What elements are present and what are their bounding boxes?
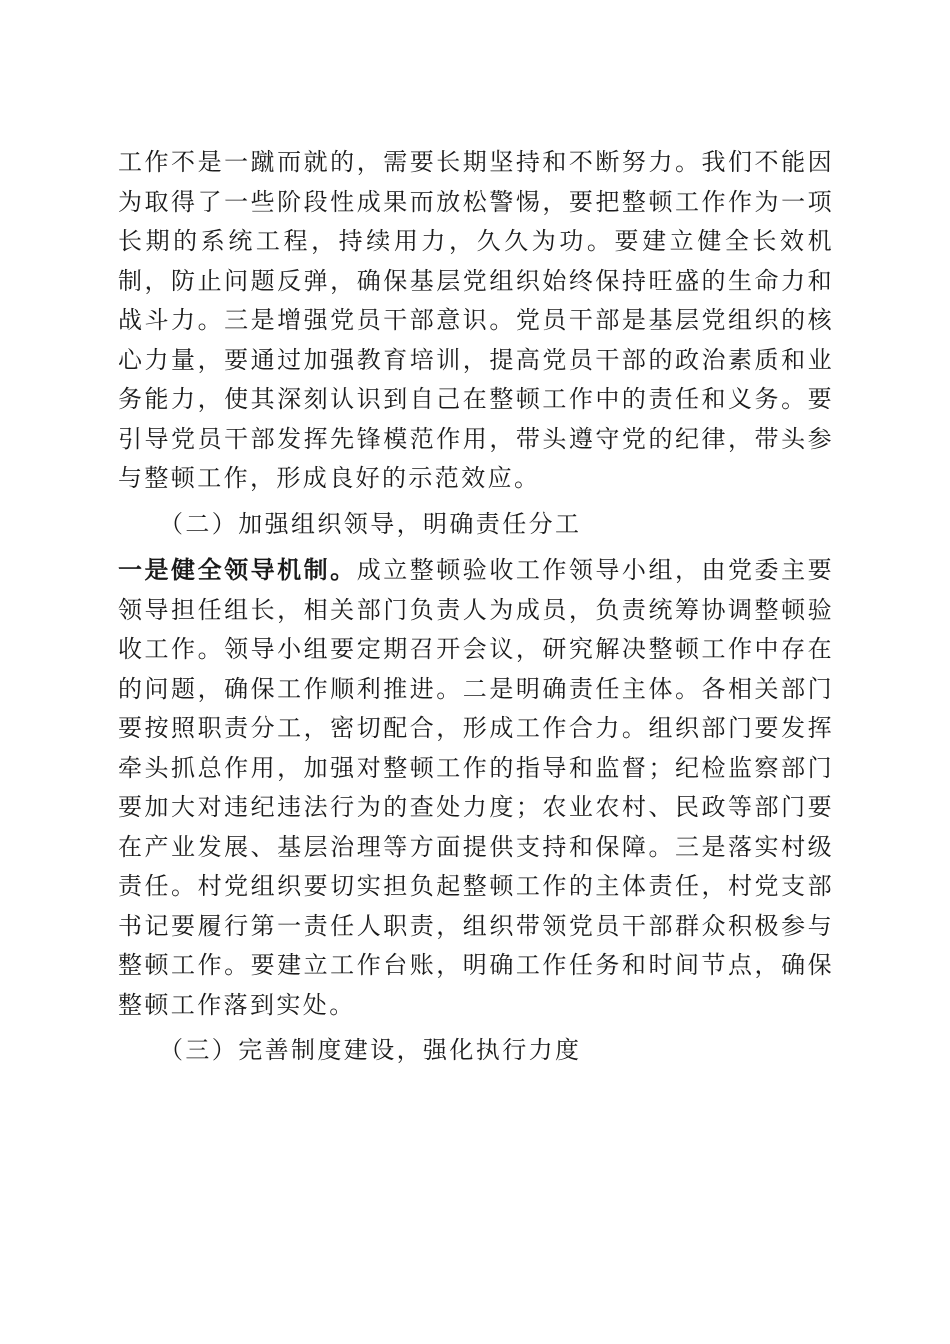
paragraph-text: 成立整顿验收工作领导小组，由党委主要领导担任组长，相关部门负责人为成员，负责统筹协调整顿验收工作。领导小组要定期召开会议，研究解决整顿工作中存在的问题，确保工作顺利推进。二是明确责任主体。各相关部门要按照职责分工，密切配合，形成工作合力。组织部门要发挥牵头抓总作用，加强对整顿工作的指导和监督；纪检监察部门要加大对违纪违法行为的查处力度；农业农村、民政等部门要在产业发展、基层治理等方面提供支持和保障。三是落实村级责任。村党组织要切实担负起整顿工作的主体责任，村党支部书记要履行第一责任人职责，组织带领党员干部群众积极参与整顿工作。要建立工作台账，明确工作任务和时间节点，确保整顿工作落到实处。 <box>118 556 834 1019</box>
document-body <box>118 143 834 1077</box>
body-paragraph: 工作不是一蹴而就的，需要长期坚持和不断努力。我们不能因为取得了一些阶段性成果而放松警惕，要把整顿工作作为一项长期的系统工程，持续用力，久久为功。要建立健全长效机制，防止问题反弹，确保基层党组织始终保持旺盛的生命力和战斗力。三是增强党员干部意识。党员干部是基层党组织的核心力量，要通过加强教育培训，提高党员干部的政治素质和业务能力，使其深刻认识到自己在整顿工作中的责任和义务。要引导党员干部发挥先锋模范作用，带头遵守党的纪律，带头参与整顿工作，形成良好的示范效应。 <box>118 148 834 492</box>
body-paragraph <box>118 550 834 1025</box>
section-heading: （三）完善制度建设，强化执行力度 <box>159 1036 582 1064</box>
section-heading: （二）加强组织领导，明确责任分工 <box>159 509 582 538</box>
paragraph-lead-phrase: 一是健全领导机制。 <box>118 555 357 584</box>
